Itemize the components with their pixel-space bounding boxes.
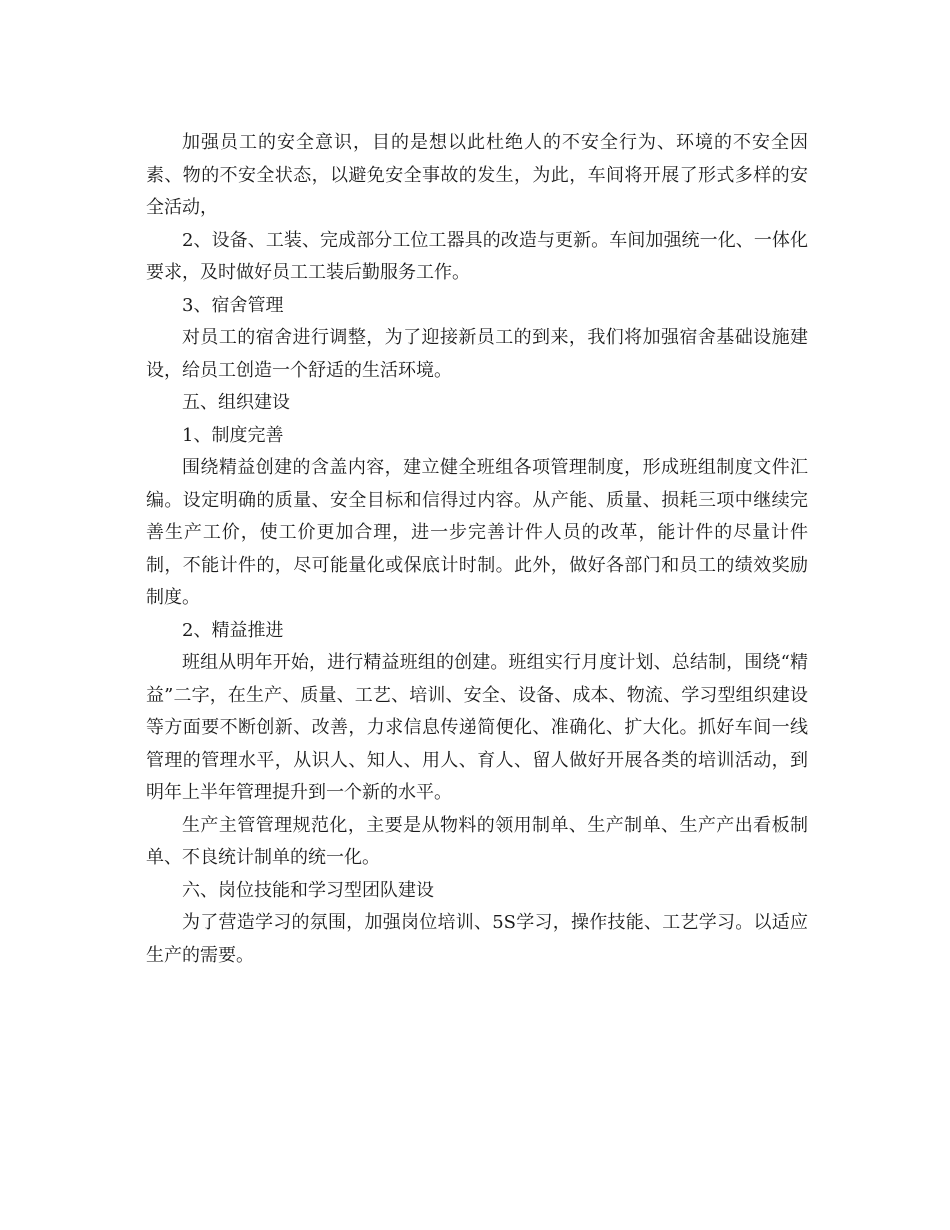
paragraph-dormitory: 对员工的宿舍进行调整，为了迎接新员工的到来，我们将加强宿舍基础设施建设，给员工创造一个舒适的生活环境。 — [146, 327, 808, 381]
paragraph-lean-promotion: 班组从明年开始，进行精益班组的创建。班组实行月度计划、总结制，围绕“精益”二字，在生产、质量、工艺、培训、安全、设备、成本、物流、学习型组织建设等方面要不断创新、改善，力求信息传递简便化、准确化、扩大化。抓好车间一线管理的管理水平，从识人、知人、用人、育人、留人做好开展各类的培训活动，到明年上半年管理提升到一个新的水平。 — [146, 652, 808, 803]
paragraph-supervisor-standardization: 生产主管管理规范化，主要是从物料的领用制单、生产制单、生产产出看板制单、不良统计制单的统一化。 — [146, 814, 808, 868]
heading-lean-promotion: 2、精益推进 — [182, 619, 284, 641]
paragraph-system-improvement: 围绕精益创建的含盖内容，建立健全班组各项管理制度，形成班组制度文件汇编。设定明确的质量、安全目标和信得过内容。从产能、质量、损耗三项中继续完善生产工价，使工价更加合理，进一步完善计件人员的改革，能计件的尽量计件制，不能计件的，尽可能量化或保底计时制。此外，做好各部门和员工的绩效奖励制度。 — [146, 457, 808, 608]
heading-skills-learning-team: 六、岗位技能和学习型团队建设 — [182, 879, 434, 901]
paragraph-safety-awareness: 加强员工的安全意识，目的是想以此杜绝人的不安全行为、环境的不安全因素、物的不安全状态，以避免安全事故的发生，为此，车间将开展了形式多样的安全活动， — [146, 132, 808, 218]
heading-organization-building: 五、组织建设 — [182, 392, 290, 413]
heading-dormitory-management: 3、宿舍管理 — [182, 294, 284, 316]
heading-system-improvement: 1、制度完善 — [182, 424, 284, 446]
document-body — [146, 127, 808, 972]
paragraph-equipment: 2、设备、工装、完成部分工位工器具的改造与更新。车间加强统一化、一体化要求，及时做好员工工装后勤服务工作。 — [146, 229, 808, 283]
paragraph-learning: 为了营造学习的氛围，加强岗位培训、5S学习，操作技能、工艺学习。以适应生产的需要。 — [146, 912, 808, 966]
